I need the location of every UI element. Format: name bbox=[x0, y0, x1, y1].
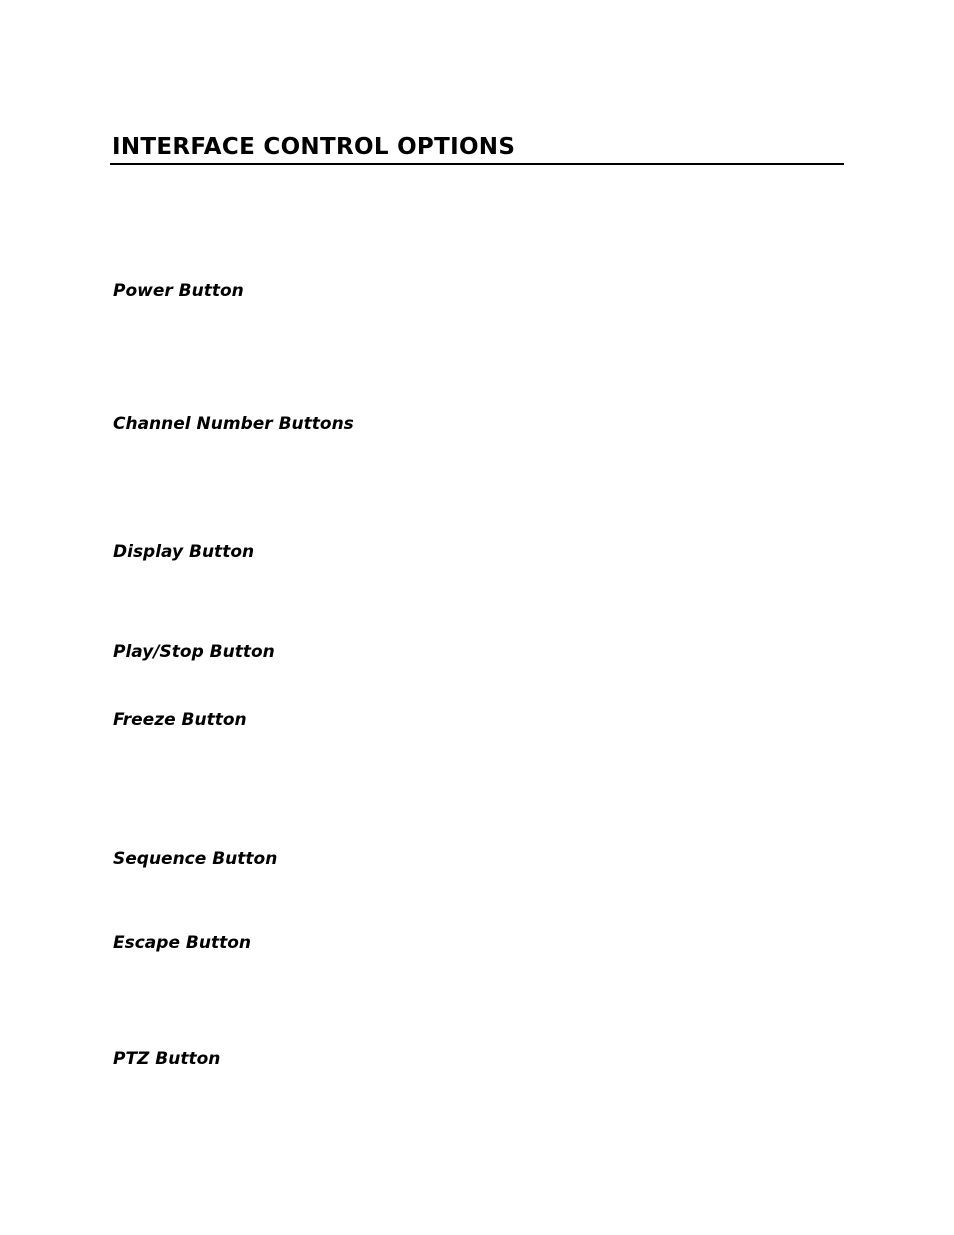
section-heading-play-stop-button: Play/Stop Button bbox=[113, 642, 275, 662]
page-title: INTERFACE CONTROL OPTIONS bbox=[112, 134, 516, 160]
title-underline bbox=[110, 163, 844, 165]
section-heading-escape-button: Escape Button bbox=[113, 933, 251, 953]
section-heading-channel-number-buttons: Channel Number Buttons bbox=[113, 414, 354, 434]
section-heading-ptz-button: PTZ Button bbox=[113, 1049, 221, 1069]
section-heading-sequence-button: Sequence Button bbox=[113, 849, 278, 869]
section-heading-power-button: Power Button bbox=[113, 281, 244, 301]
section-heading-freeze-button: Freeze Button bbox=[113, 710, 247, 730]
section-heading-display-button: Display Button bbox=[113, 542, 255, 562]
